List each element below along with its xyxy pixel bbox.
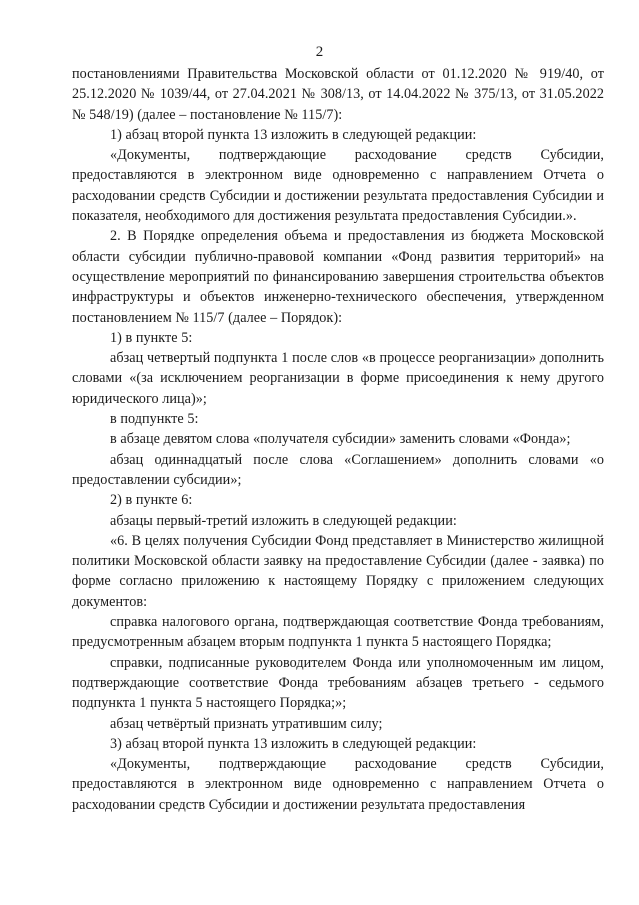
- paragraph: 2. В Порядке определения объема и предоставления из бюджета Московской области субсидии публично-правовой компании «Фонд развития территорий» на осуществление мероприятий по финансированию завершения строительства объектов инфраструктуры и объектов инженерно-технического обеспечения, утвержденном постановлением № 115/7 (далее – Порядок):: [72, 228, 604, 326]
- paragraph: абзац одиннадцатый после слова «Соглашением» дополнить словами «о предоставлении субсидии»;: [72, 451, 604, 488]
- paragraph: абзац четвёртый признать утратившим силу;: [110, 715, 383, 732]
- paragraph: 2) в пункте 6:: [110, 492, 193, 509]
- paragraph: 1) абзац второй пункта 13 изложить в следующей редакции:: [110, 126, 477, 143]
- page-number: 2: [315, 44, 324, 60]
- paragraph: «Документы, подтверждающие расходование средств Субсидии, предоставляются в электронном виде одновременно с направлением Отчета о расходовании средств Субсидии и достижении результата предоставления Субсидии и показателя, необходимого для достижения результата предоставления Субсидии.».: [72, 147, 604, 225]
- paragraph: абзацы первый-третий изложить в следующей редакции:: [110, 512, 457, 529]
- paragraph: 1) в пункте 5:: [110, 329, 193, 346]
- paragraph: «6. В целях получения Субсидии Фонд представляет в Министерство жилищной политики Московской области заявку на предоставление Субсидии (далее - заявка) по форме согласно приложению к настоящему Порядку с приложением следующих документов:: [72, 532, 604, 610]
- paragraph: 3) абзац второй пункта 13 изложить в следующей редакции:: [110, 735, 477, 752]
- paragraph: абзац четвертый подпункта 1 после слов «в процессе реорганизации» дополнить словами «(за исключением реорганизации в форме присоединения к нему другого юридического лица)»;: [72, 350, 604, 407]
- paragraph: справки, подписанные руководителем Фонда или уполномоченным им лицом, подтверждающие соответствие Фонда требованиям абзацев третьего - седьмого подпункта 1 пункта 5 настоящего Порядка;»;: [72, 654, 604, 712]
- paragraph: в подпункте 5:: [110, 411, 199, 428]
- paragraph: в абзаце девятом слова «получателя субсидии» заменить словами «Фонда»;: [110, 431, 571, 448]
- paragraph: справка налогового органа, подтверждающая соответствие Фонда требованиям, предусмотренным абзацем вторым подпункта 1 пункта 5 настоящего Порядка;: [72, 614, 604, 651]
- paragraph: «Документы, подтверждающие расходование средств Субсидии, предоставляются в электронном виде одновременно с направлением Отчета о расходовании средств Субсидии и достижении результата предоставления: [72, 756, 604, 813]
- paragraph: постановлениями Правительства Московской области от 01.12.2020 № 919/40, от 25.12.2020 № 1039/44, от 27.04.2021 № 308/13, от 14.04.2022 № 375/13, от 31.05.2022 № 548/19) (далее – постановление № 115/7):: [72, 66, 604, 123]
- document-body: [72, 64, 604, 815]
